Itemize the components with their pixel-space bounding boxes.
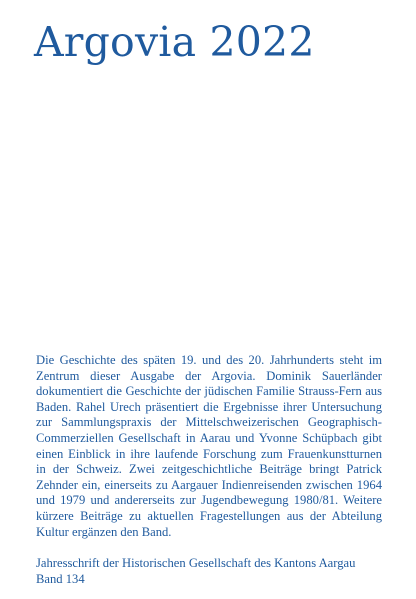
- cover-title: Argovia 2022: [34, 18, 315, 66]
- cover-footer: [36, 556, 382, 587]
- publisher-line: Jahresschrift der Historischen Gesellschaft des Kantons Aargau: [36, 556, 356, 570]
- cover-description: Die Geschichte des späten 19. und des 20. Jahrhunderts steht im Zentrum dieser Ausgabe der Argovia. Dominik Sauerländer dokumentiert die Geschichte der jüdischen Familie Strauss-Fern aus Baden. Rahel Urech präsentiert die Ergebnisse ihrer Untersuchung zur Sammlungspraxis der Mittelschweizerischen Geographisch-Commerziellen Gesellschaft in Aarau und Yvonne Schüpbach gibt einen Einblick in ihre laufende Forschung zum Frauenkunstturnen in der Schweiz. Zwei zeitgeschichtliche Beiträge bringt Patrick Zehnder ein, einerseits zu Aargauer Indienreisenden zwischen 1964 und 1979 und andererseits zur Jugendbewegung 1980/81. Weitere kürzere Beiträge zu aktuellen Fragestellungen aus der Abteilung Kultur ergänzen den Band.: [36, 353, 382, 539]
- volume-number: Band 134: [36, 571, 85, 586]
